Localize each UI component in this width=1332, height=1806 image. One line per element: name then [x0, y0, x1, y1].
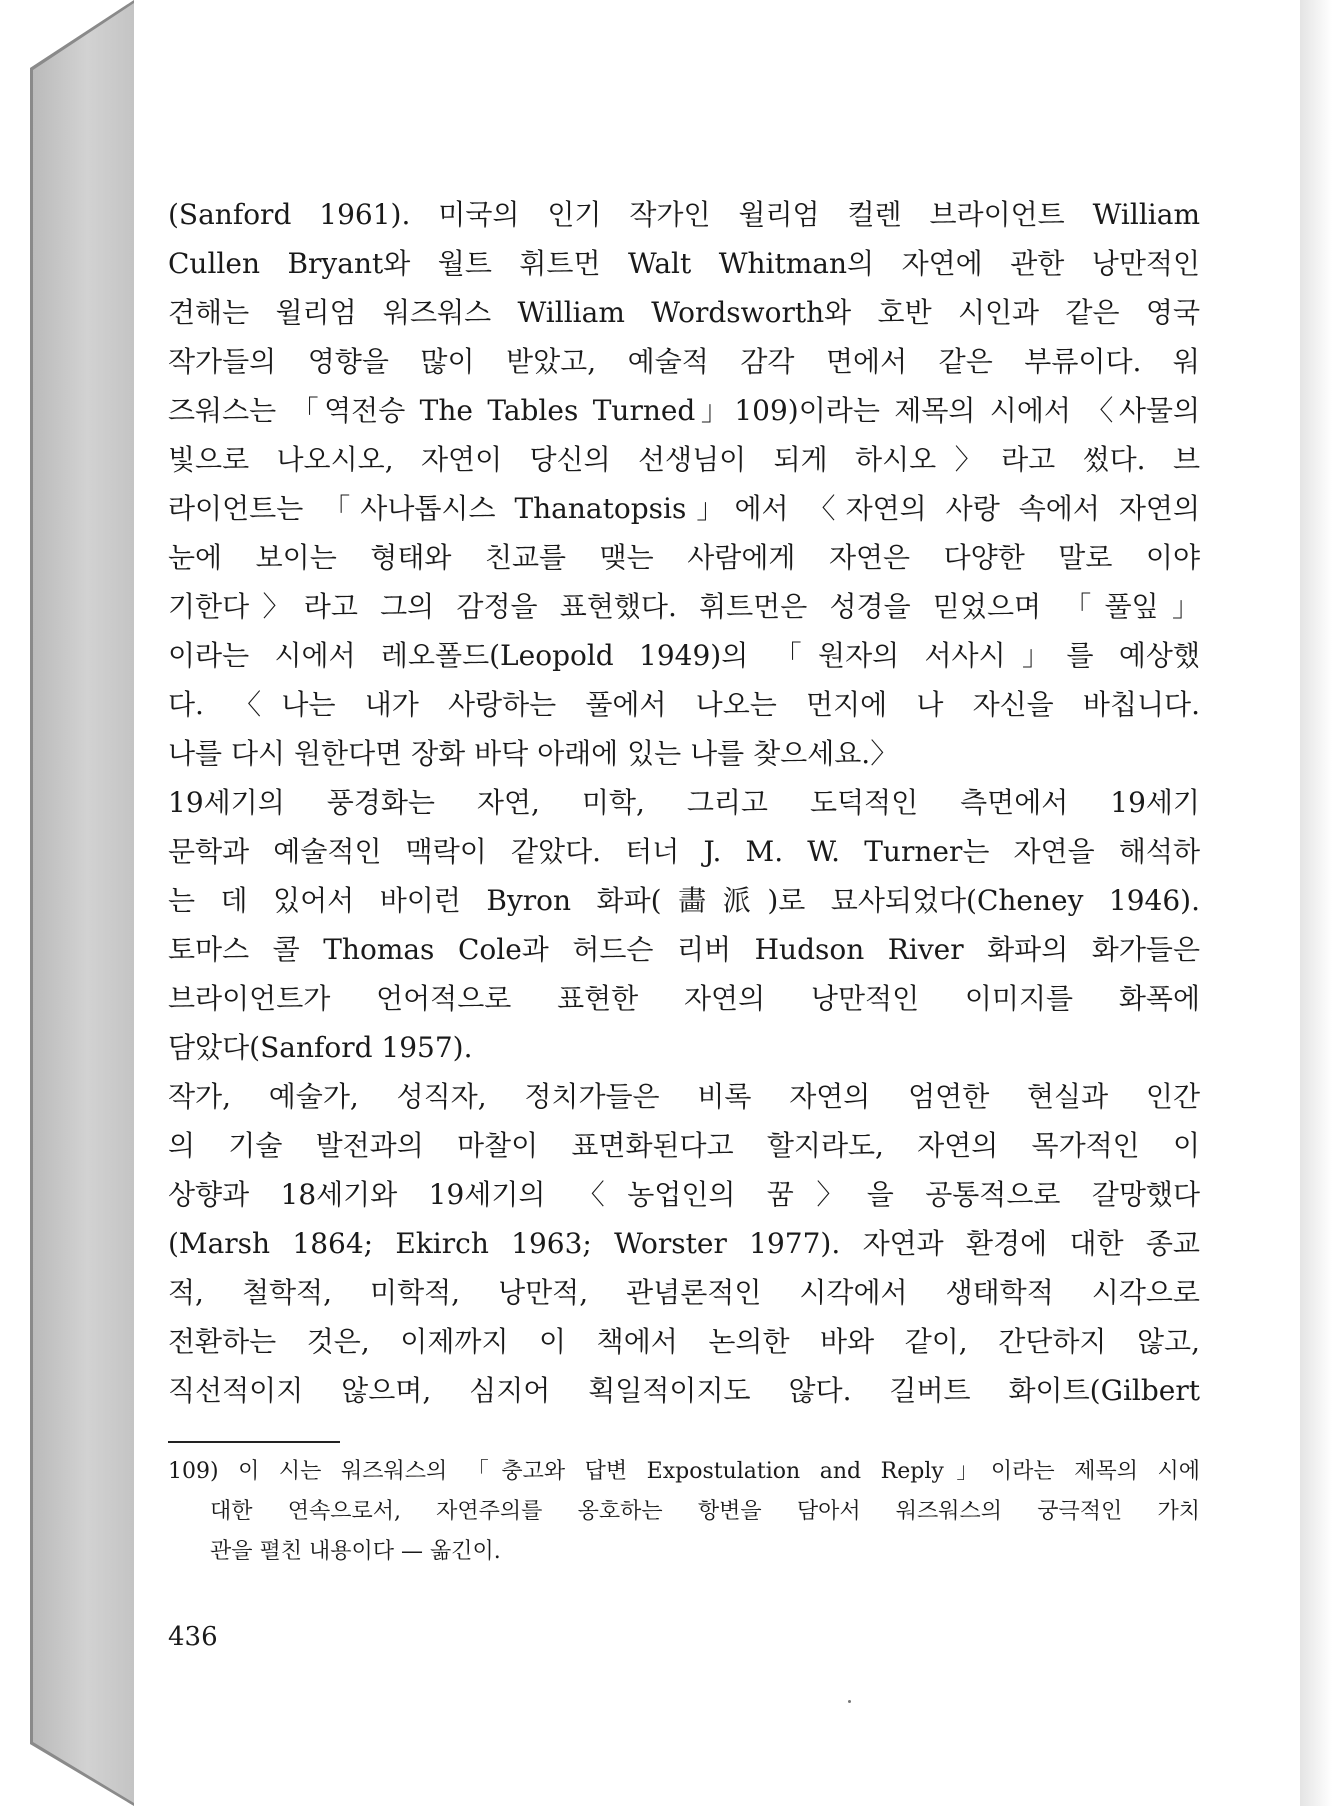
- text-line: (Marsh 1864; Ekirch 1963; Worster 1977). 자연과 환경에 대한 종교: [168, 1227, 1200, 1260]
- text-line: 문학과 예술적인 맥락이 같았다. 터너 J. M. W. Turner는 자연을 해석하: [168, 835, 1200, 868]
- text-line: 는 데 있어서 바이런 Byron 화파(畵派)로 묘사되었다(Cheney 1946).: [168, 884, 1200, 917]
- text-line: 전환하는 것은, 이제까지 이 책에서 논의한 바와 같이, 간단하지 않고,: [168, 1325, 1200, 1358]
- text-line: 다. 〈나는 내가 사랑하는 풀에서 나오는 먼지에 나 자신을 바칩니다.: [168, 688, 1200, 721]
- dust-speck: [848, 1700, 851, 1703]
- footnote-line: 109) 이 시는 워즈워스의 「충고와 답변 Expostulation and Reply」이라는 제목의 시에: [168, 1459, 1200, 1484]
- footnote-rule: [168, 1441, 340, 1443]
- text-line: 기한다〉라고 그의 감정을 표현했다. 휘트먼은 성경을 믿었으며 「풀잎」: [168, 590, 1200, 623]
- footnote: [168, 1452, 1200, 1572]
- text-line: 토마스 콜 Thomas Cole과 허드슨 리버 Hudson River 화파의 화가들은: [168, 933, 1200, 966]
- text-line: 작가, 예술가, 성직자, 정치가들은 비록 자연의 엄연한 현실과 인간: [168, 1080, 1200, 1113]
- text-line: 브라이언트가 언어적으로 표현한 자연의 낭만적인 이미지를 화폭에: [168, 982, 1200, 1015]
- text-line: 직선적이지 않으며, 심지어 획일적이지도 않다. 길버트 화이트(Gilbert: [168, 1374, 1200, 1407]
- text-line: 나를 다시 원한다면 장화 바닥 아래에 있는 나를 찾으세요.〉: [168, 737, 899, 770]
- text-line: 라이언트는 「사나톱시스 Thanatopsis」에서 〈자연의 사랑 속에서 자연의: [168, 492, 1200, 525]
- text-line: (Sanford 1961). 미국의 인기 작가인 윌리엄 컬렌 브라이언트 William: [168, 198, 1200, 231]
- page-edge-shadow: [1300, 0, 1332, 1806]
- page-number: 436: [168, 1622, 218, 1652]
- text-line: 19세기의 풍경화는 자연, 미학, 그리고 도덕적인 측면에서 19세기: [168, 786, 1200, 819]
- text-line: 빛으로 나오시오, 자연이 당신의 선생님이 되게 하시오〉라고 썼다. 브: [168, 443, 1200, 476]
- text-line: 이라는 시에서 레오폴드(Leopold 1949)의 「원자의 서사시」를 예상했: [168, 639, 1200, 672]
- text-line: 눈에 보이는 형태와 친교를 맺는 사람에게 자연은 다양한 말로 이야: [168, 541, 1200, 574]
- text-line: 상향과 18세기와 19세기의 〈농업인의 꿈〉을 공통적으로 갈망했다: [168, 1178, 1200, 1211]
- text-line: Cullen Bryant와 월트 휘트먼 Walt Whitman의 자연에 관한 낭만적인: [168, 247, 1200, 280]
- footnote-line: 대한 연속으로서, 자연주의를 옹호하는 항변을 담아서 워즈워스의 궁극적인 가치: [210, 1499, 1200, 1524]
- text-line: 즈워스는 「역전승 The Tables Turned」109)이라는 제목의 시에서 〈사물의: [168, 394, 1200, 427]
- text-line: 적, 철학적, 미학적, 낭만적, 관념론적인 시각에서 생태학적 시각으로: [168, 1276, 1200, 1309]
- text-line: 의 기술 발전과의 마찰이 표면화된다고 할지라도, 자연의 목가적인 이: [168, 1129, 1200, 1162]
- text-line: 견해는 윌리엄 워즈워스 William Wordsworth와 호반 시인과 같은 영국: [168, 296, 1200, 329]
- body-text: [168, 190, 1200, 1415]
- book-spine-side: [30, 0, 134, 1806]
- text-line: 담았다(Sanford 1957).: [168, 1031, 473, 1064]
- footnote-line: 관을 펼친 내용이다 — 옮긴이.: [210, 1539, 501, 1564]
- text-line: 작가들의 영향을 많이 받았고, 예술적 감각 면에서 같은 부류이다. 워: [168, 345, 1200, 378]
